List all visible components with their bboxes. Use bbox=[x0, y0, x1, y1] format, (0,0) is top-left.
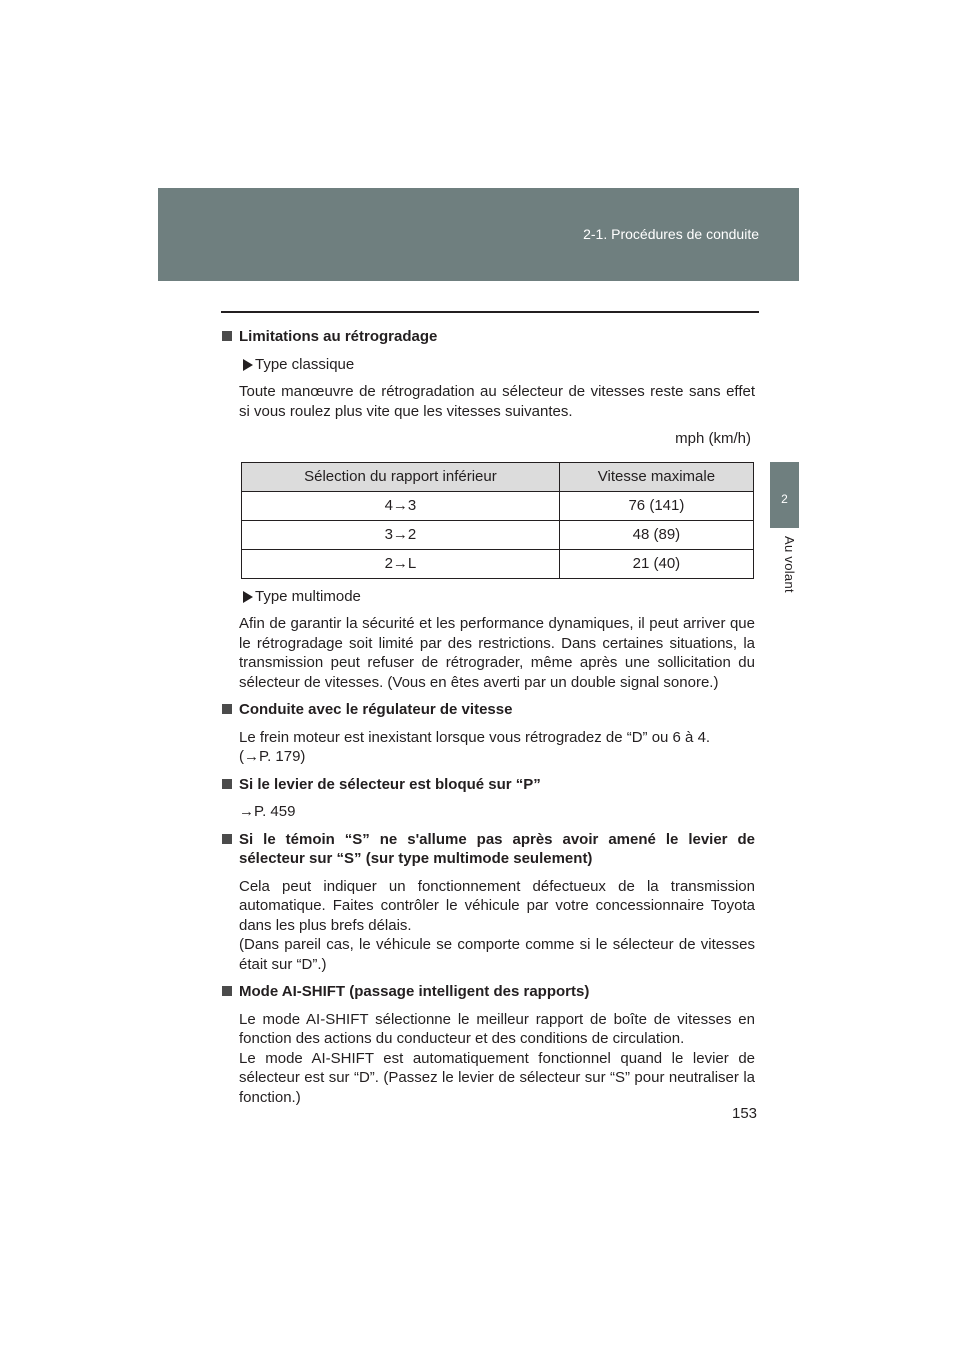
subtype-label: Type multimode bbox=[221, 587, 755, 607]
locked-ref: →P. 459 bbox=[239, 803, 296, 820]
table-cell: 4→3 bbox=[242, 491, 560, 520]
header-band bbox=[158, 188, 799, 281]
section-heading: Conduite avec le régulateur de vitesse bbox=[221, 700, 755, 720]
section-ai-shift bbox=[221, 982, 755, 1107]
section-heading: Si le levier de sélecteur est bloqué sur “P” bbox=[221, 775, 755, 795]
classic-text: Toute manœuvre de rétrogradation au sélecteur de vitesses reste sans effet si vous roulez plus vite que les vitesses suivantes. bbox=[239, 383, 755, 420]
square-bullet-icon bbox=[222, 331, 232, 341]
cruise-ref: (→P. 179) bbox=[239, 748, 306, 765]
section-s-indicator bbox=[221, 830, 755, 975]
table-cell: 48 (89) bbox=[559, 520, 753, 549]
unit-label: mph (km/h) bbox=[675, 430, 751, 447]
table-row bbox=[242, 520, 754, 549]
page-content bbox=[221, 327, 755, 1115]
chapter-tab bbox=[770, 462, 799, 528]
cruise-text: Le frein moteur est inexistant lorsque vous rétrogradez de “D” ou 6 à 4. bbox=[239, 728, 711, 746]
multimode-text: Afin de garantir la sécurité et les performance dynamiques, il peut arriver que le rétrogradage soit limité par des restrictions. Dans certaines situations, la transmission peut refuser de rétrograder, même après une sollicitation du sélecteur de vitesses. (Vous en êtes averti par un double signal sonore.) bbox=[239, 615, 755, 691]
table-cell: 21 (40) bbox=[559, 549, 753, 578]
square-bullet-icon bbox=[222, 704, 232, 714]
speed-table bbox=[241, 462, 754, 579]
table-header: Sélection du rapport inférieur bbox=[242, 462, 560, 491]
section-downshift bbox=[221, 327, 755, 692]
table-row bbox=[242, 491, 754, 520]
top-rule bbox=[221, 311, 759, 313]
table-row bbox=[242, 549, 754, 578]
table-cell: 76 (141) bbox=[559, 491, 753, 520]
square-bullet-icon bbox=[222, 834, 232, 844]
subtype-label: Type classique bbox=[221, 355, 755, 375]
table-cell: 3→2 bbox=[242, 520, 560, 549]
s-indicator-text: Cela peut indiquer un fonctionnement défectueux de la transmission automatique. Faites contrôler le véhicule par votre concessionnaire Toyota dans les plus brefs délais. bbox=[239, 877, 755, 934]
section-title: 2-1. Procédures de conduite bbox=[583, 226, 759, 242]
triangle-bullet-icon bbox=[243, 359, 253, 371]
ai-shift-text2: Le mode AI-SHIFT est automatiquement fonctionnel quand le levier de sélecteur est sur “D”. (Passez le levier de sélecteur sur “S” pour neutraliser la fonction.) bbox=[239, 1049, 755, 1106]
triangle-bullet-icon bbox=[243, 591, 253, 603]
table-header-row bbox=[242, 462, 754, 491]
square-bullet-icon bbox=[222, 986, 232, 996]
page-number: 153 bbox=[732, 1105, 758, 1122]
section-heading: Mode AI-SHIFT (passage intelligent des rapports) bbox=[221, 982, 755, 1002]
table-header: Vitesse maximale bbox=[559, 462, 753, 491]
section-cruise bbox=[221, 700, 755, 767]
s-indicator-text2: (Dans pareil cas, le véhicule se comporte comme si le sélecteur de vitesses était sur “D”.) bbox=[239, 936, 755, 973]
section-heading: Limitations au rétrogradage bbox=[221, 327, 755, 347]
section-locked bbox=[221, 775, 755, 822]
chapter-number: 2 bbox=[781, 492, 788, 506]
chapter-label: Au volant bbox=[782, 536, 797, 593]
table-cell: 2→L bbox=[242, 549, 560, 578]
square-bullet-icon bbox=[222, 779, 232, 789]
ai-shift-text: Le mode AI-SHIFT sélectionne le meilleur rapport de boîte de vitesses en fonction des actions du conducteur et des conditions de circulation. bbox=[239, 1010, 755, 1047]
section-heading: Si le témoin “S” ne s'allume pas après avoir amené le levier de sélecteur sur “S” (sur type multimode seulement) bbox=[221, 830, 755, 869]
